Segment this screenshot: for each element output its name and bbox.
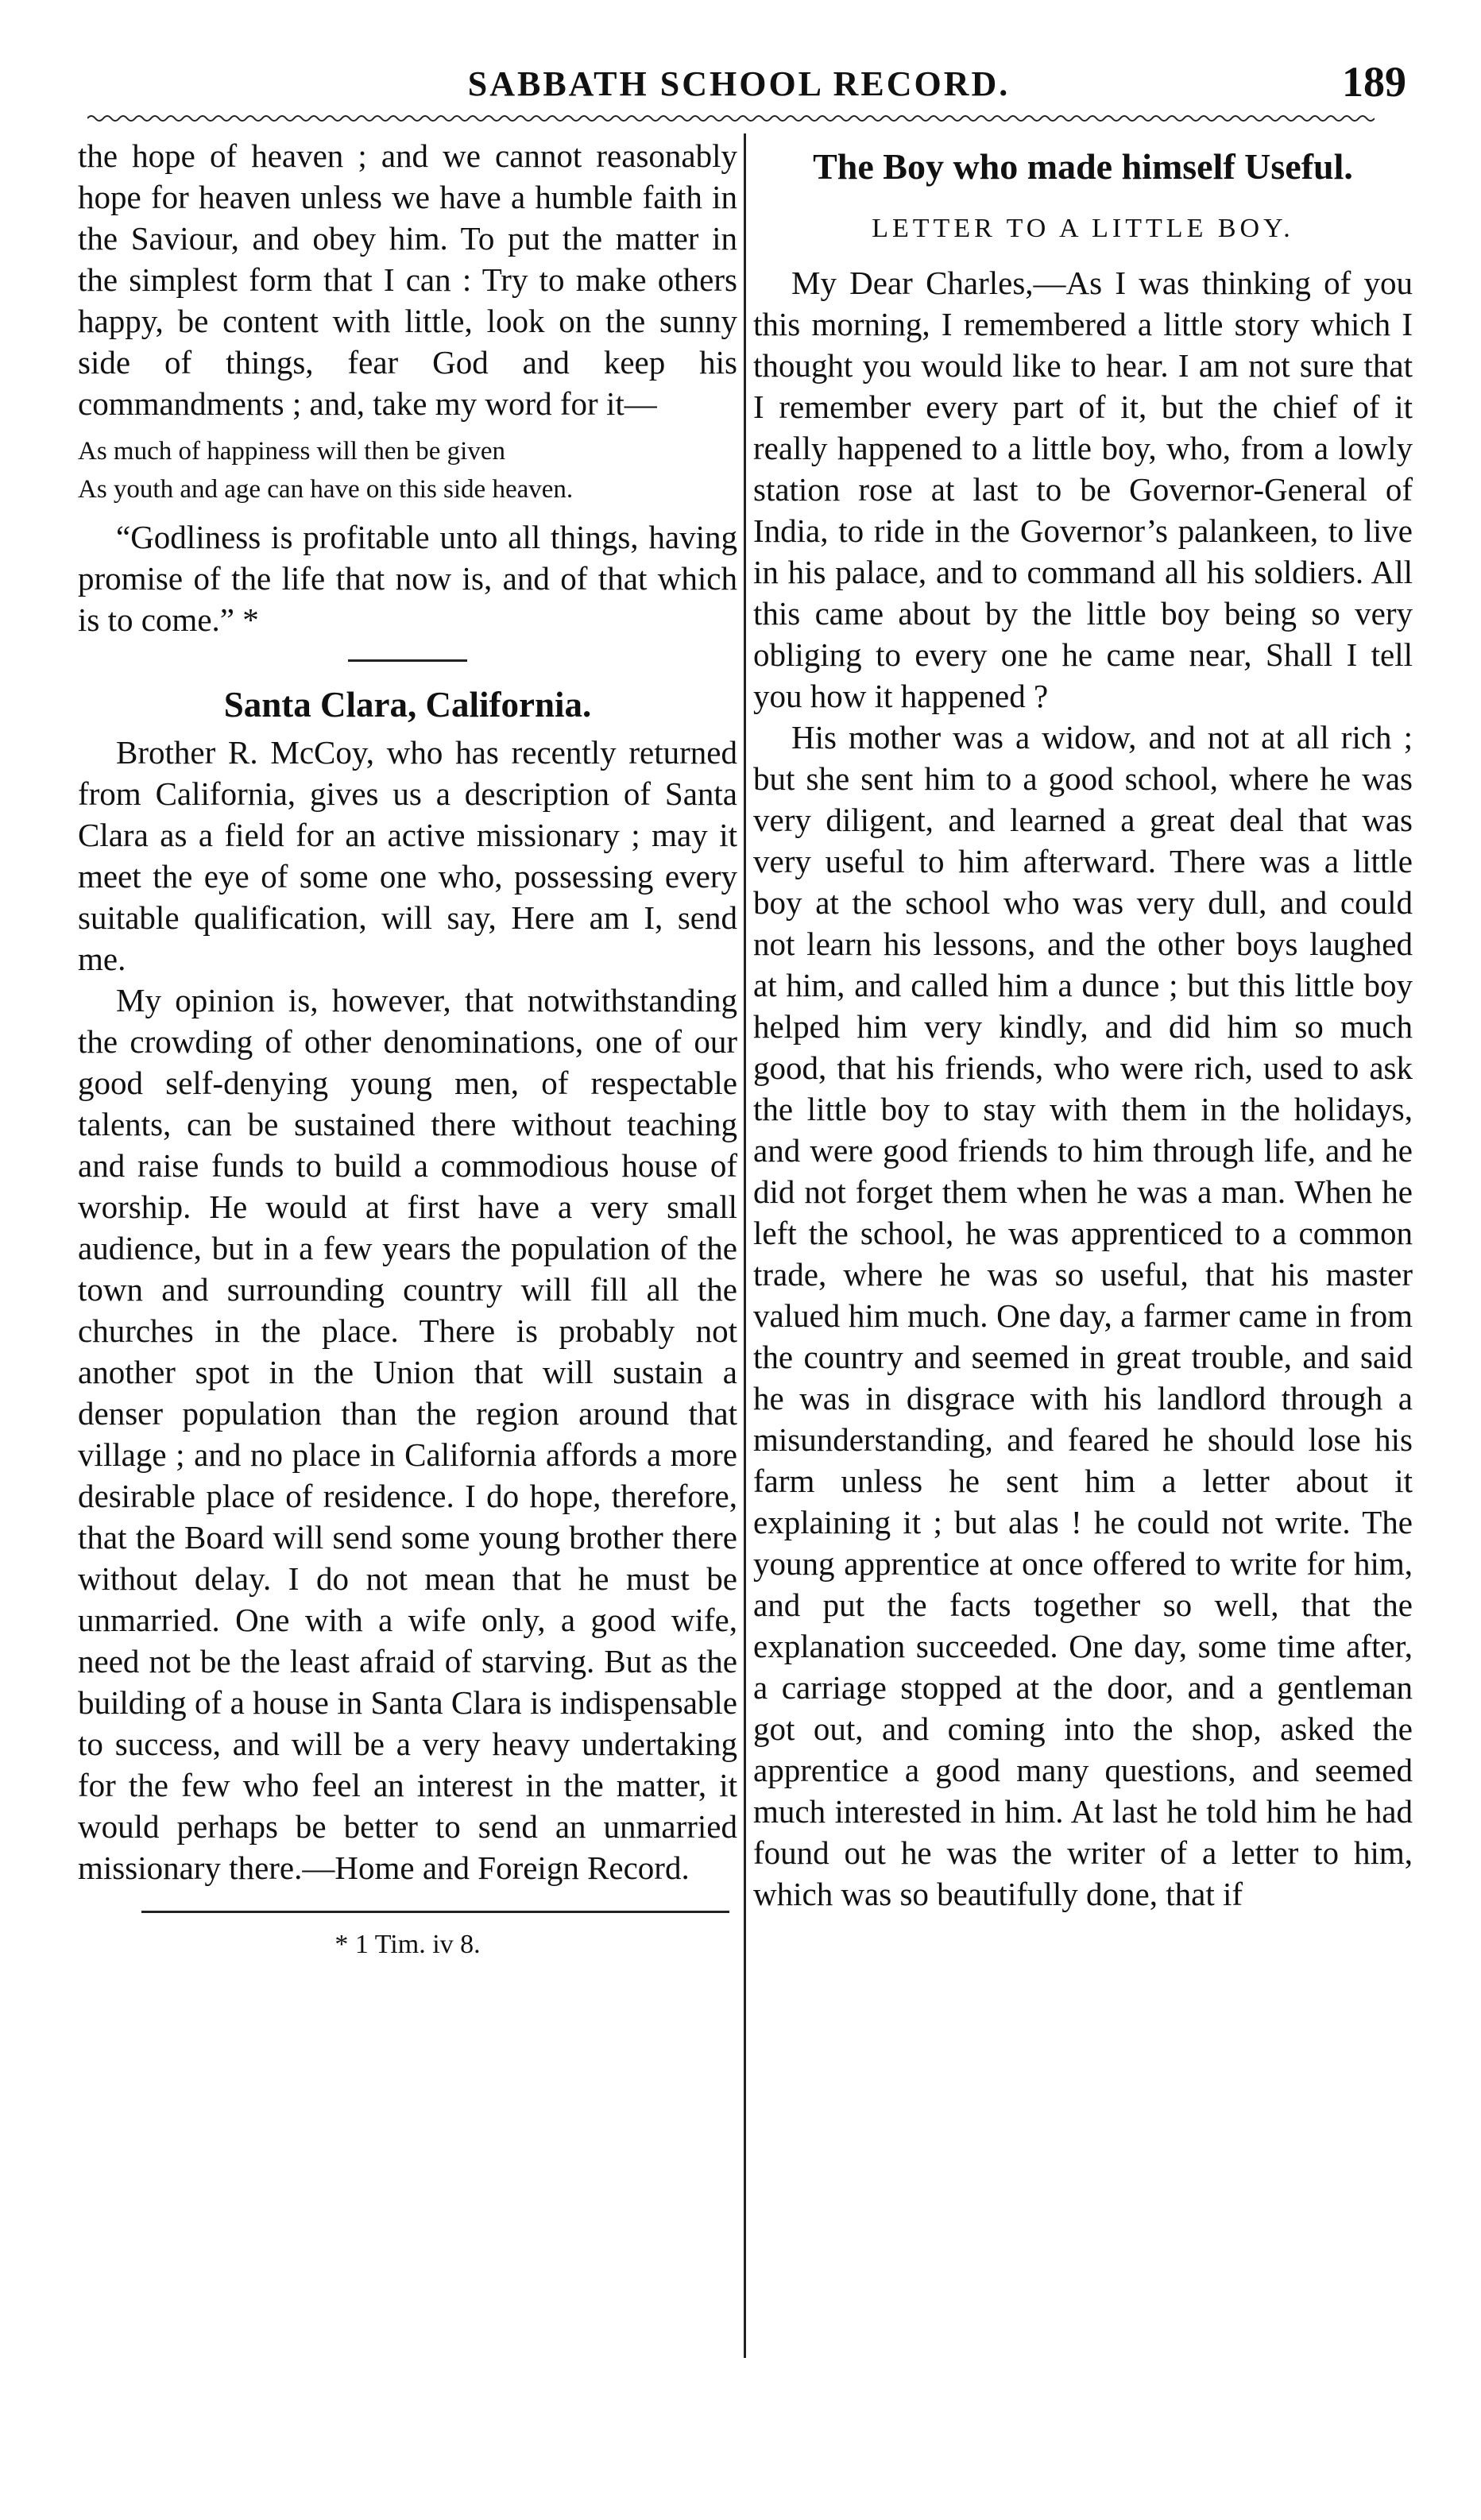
running-head [72, 57, 1406, 121]
right-paragraph-1: My Dear Charles,—As I was thinking of you this morning, I remembered a little story which I thought you would like to hear. I am not sure that I remember every part of it, but the chief of it really happened to a little boy, who, from a lowly station rose at last to be Governor-General of India, to ride in the Governor’s palankeen, to live in his palace, and to command all his soldiers. All this came about by the little boy being so very obliging to every one he came near, Shall I tell you how it happened ? [753, 265, 1413, 714]
column-divider [744, 133, 746, 2358]
left-paragraph-2: Brother R. McCoy, who has recently returned from California, gives us a description of Santa Clara as a field for an active missionary ; may it meet the eye of some one who, possessing every suitable qualification, will say, Here am I, send me. [78, 734, 737, 977]
section-title: Santa Clara, California. [223, 685, 592, 725]
footnote: * 1 Tim. iv 8. [334, 1930, 481, 1959]
scripture-quote: “Godliness is profitable unto all things, having promise of the life that now is, and of that which is to come.” * [78, 519, 737, 638]
right-column [753, 135, 1413, 1915]
left-paragraph-1: the hope of heaven ; and we cannot reasonably hope for heaven unless we have a humble faith in the Saviour, and obey him. To put the matter in the simplest form that I can : Try to make others happy, be content with little, look on the sunny side of things, fear God and keep his commandments ; and, take my word for it— [78, 137, 737, 422]
section-rule [348, 659, 467, 662]
right-paragraph-2: His mother was a widow, and not at all rich ; but she sent him to a good school, where he was very diligent, and learned a great deal that was very useful to him afterward. There was a little boy at the school who was very dull, and could not learn his lessons, and the other boys laughed at him, and called him a dunce ; but this little boy helped him very kindly, and did him so much good, that his friends, who were rich, used to ask the little boy to stay with them in the holidays, and were good friends to him through life, and he did not forget them when he was a man. When he left the school, he was apprenticed to a common trade, where he was so useful, that his master valued him much. One day, a farmer came in from the country and seemed in great trouble, and said he was in disgrace with his landlord through a misunderstanding, and feared he should lose his farm unless he sent him a letter about it explaining it ; but alas ! he could not write. The young apprentice at once offered to write for him, and put the facts together so well, that the explanation succeeded. One day, some time after, a carriage stopped at the door, and a gentleman got out, and coming into the shop, asked the apprentice a good many questions, and seemed much interested in him. At last he told him he had found out he was the writer of a letter to him, which was so beautifully done, that if [753, 719, 1413, 1912]
article-subhead: LETTER TO A LITTLE BOY. [872, 214, 1294, 243]
wavy-rule-ornament [87, 113, 1375, 124]
running-title: SABBATH SCHOOL RECORD. [467, 64, 1011, 103]
left-column [78, 135, 737, 1962]
footnote-rule [141, 1911, 729, 1913]
verse-line-1: As much of happiness will then be given [78, 437, 505, 466]
page-number: 189 [1342, 58, 1406, 106]
verse-line-2: As youth and age can have on this side heaven. [78, 475, 574, 504]
left-paragraph-3: My opinion is, however, that notwithstanding the crowding of other denominations, one of our good self-denying young men, of respectable talents, can be sustained there without teaching and raise funds to build a commodious house of worship. He would at first have a very small audience, but in a few years the population of the town and surrounding country will fill all the churches in the place. There is probably not another spot in the Union that will sustain a denser population than the region around that village ; and no place in California affords a more desirable place of residence. I do hope, therefore, that the Board will send some young brother there without delay. I do not mean that he must be unmarried. One with a wife only, a good wife, need not be the least afraid of starving. But as the building of a house in Santa Clara is indispensable to success, and will be a very heavy undertaking for the few who feel an interest in the matter, it would perhaps be better to send an unmarried missionary there.—Home and Foreign Record. [78, 982, 737, 1886]
article-title: The Boy who made himself Useful. [813, 146, 1353, 187]
